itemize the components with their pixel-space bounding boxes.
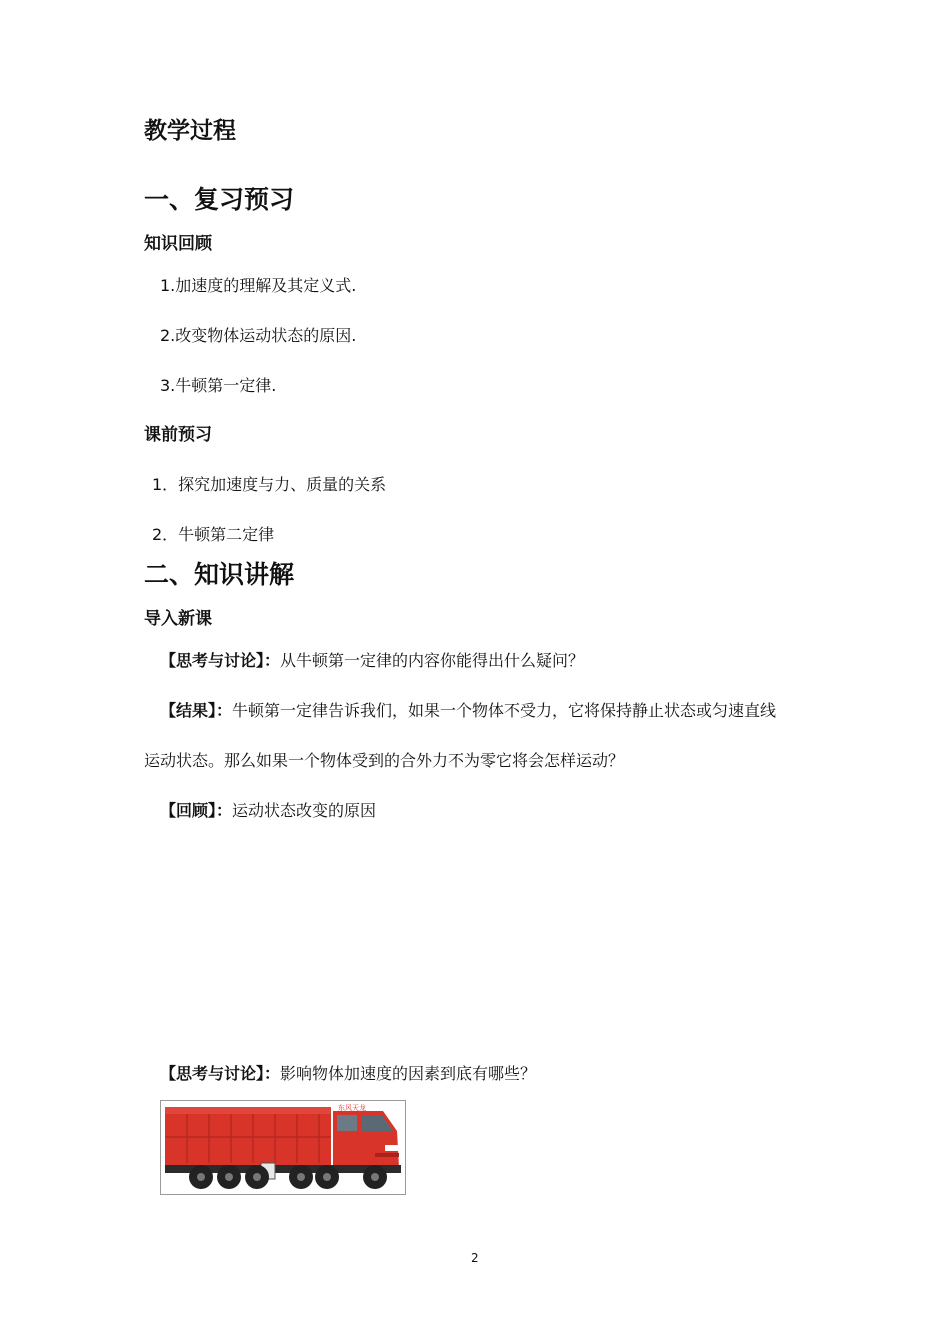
preview-item-2: 2．牛顿第二定律 — [152, 525, 275, 544]
dump-truck-image — [160, 1100, 406, 1195]
page-number: 2 — [471, 1251, 479, 1265]
preview-item-1: 1．探究加速度与力、质量的关系 — [152, 475, 387, 494]
subheading-knowledge-review: 知识回顾 — [144, 234, 212, 254]
truck-headlight — [385, 1145, 399, 1151]
truck-cab-brand-text: 东风天龙 — [338, 1104, 366, 1112]
recall-label: 【回顾】： — [160, 801, 233, 820]
result-line-1 — [160, 698, 776, 721]
recall-text: 运动状态改变的原因 — [232, 801, 377, 820]
think-discuss-1-text: 从牛顿第一定律的内容你能得出什么疑问？ — [280, 651, 585, 670]
subheading-preview: 课前预习 — [144, 425, 212, 445]
review-item-3: 3.牛顿第一定律. — [160, 376, 277, 395]
think-discuss-2-label: 【思考与讨论】： — [160, 1064, 281, 1083]
recall — [160, 798, 376, 821]
truck-cargo-top-rail — [165, 1107, 331, 1114]
result-line-2: 运动状态。那么如果一个物体受到的合外力不为零它将会怎样运动？ — [144, 751, 625, 770]
think-discuss-2 — [160, 1061, 536, 1084]
result-label: 【结果】： — [160, 701, 233, 720]
truck-cargo-box — [165, 1107, 331, 1165]
truck-side-window — [337, 1115, 357, 1131]
think-discuss-1 — [160, 648, 584, 671]
think-discuss-2-text: 影响物体加速度的因素到底有哪些？ — [280, 1064, 537, 1083]
review-item-1: 1.加速度的理解及其定义式. — [160, 276, 357, 295]
section-heading-review-preview: 一、复习预习 — [144, 185, 295, 214]
subheading-intro: 导入新课 — [144, 609, 212, 629]
result-text-1: 牛顿第一定律告诉我们，如果一个物体不受力，它将保持静止状态或匀速直线 — [232, 701, 777, 720]
truck-bumper — [375, 1153, 399, 1157]
page-title: 教学过程 — [144, 118, 236, 144]
think-discuss-1-label: 【思考与讨论】： — [160, 651, 281, 670]
review-item-2: 2.改变物体运动状态的原因. — [160, 326, 357, 345]
section-heading-knowledge: 二、知识讲解 — [144, 560, 295, 589]
dump-truck-illustration — [161, 1101, 405, 1194]
